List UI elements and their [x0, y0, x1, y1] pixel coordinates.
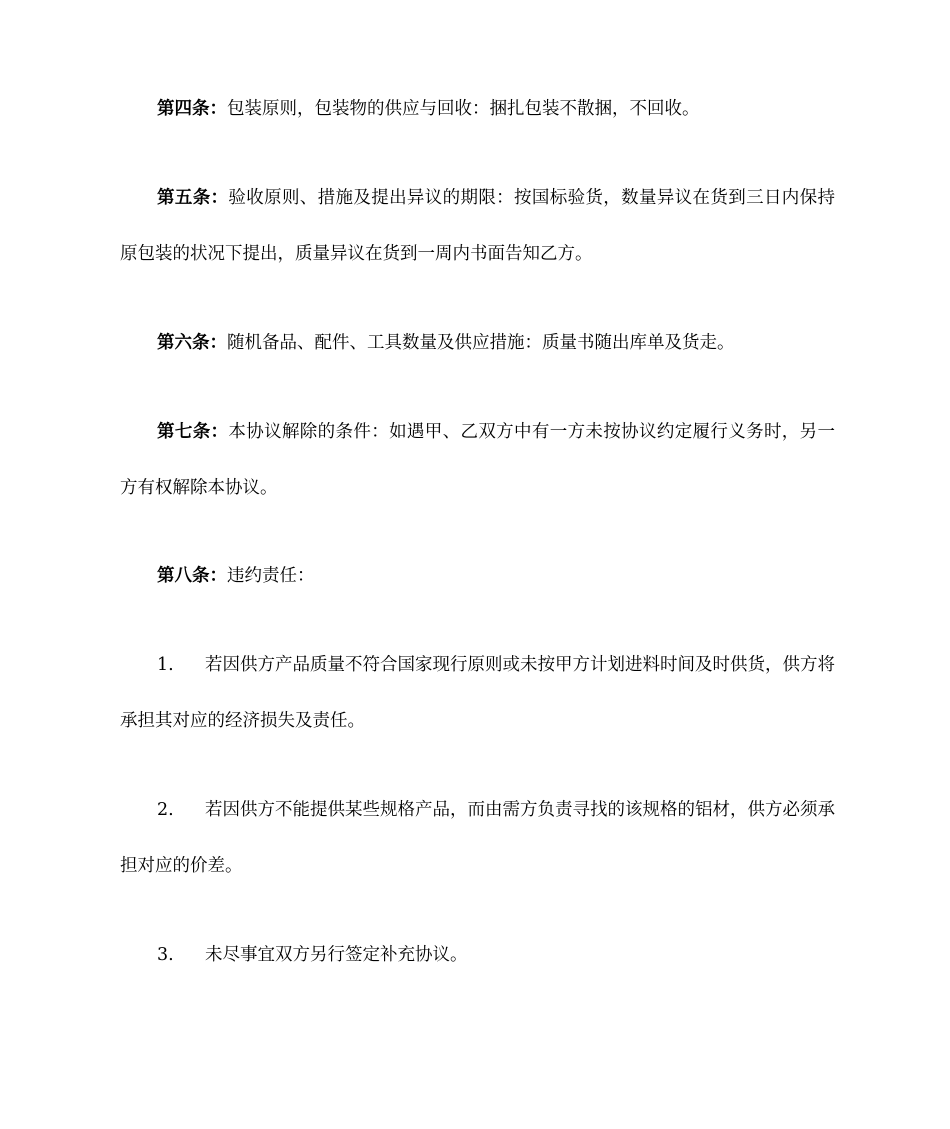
article-5: [120, 170, 835, 282]
article-6: [120, 315, 835, 371]
article-label: 第八条：: [157, 566, 227, 586]
article-text: 违约责任：: [227, 566, 315, 586]
article-4: [120, 81, 835, 137]
list-item-3: [120, 927, 835, 983]
article-text: 本协议解除的条件：如遇甲、乙双方中有一方未按协议约定履行义务时，另一方有权解除本协议。: [120, 422, 835, 498]
article-label: 第四条：: [157, 99, 227, 119]
list-item-number: 1.: [157, 655, 174, 675]
list-item-text: 若因供方产品质量不符合国家现行原则或未按甲方计划进料时间及时供货，供方将承担其对应的经济损失及责任。: [120, 655, 835, 731]
article-label: 第五条：: [157, 188, 229, 208]
article-8: [120, 548, 835, 604]
list-item-number: 2.: [157, 800, 174, 820]
article-label: 第六条：: [157, 333, 227, 353]
list-item-number: 3.: [157, 945, 174, 965]
article-text: 包装原则，包装物的供应与回收：捆扎包装不散捆，不回收。: [227, 99, 700, 119]
article-text: 随机备品、配件、工具数量及供应措施：质量书随出库单及货走。: [227, 333, 735, 353]
article-label: 第七条：: [157, 422, 229, 442]
list-item-text: 未尽事宜双方另行签定补充协议。: [205, 945, 468, 965]
list-item-1: [120, 637, 835, 749]
article-7: [120, 404, 835, 516]
article-text: 验收原则、措施及提出异议的期限：按国标验货，数量异议在货到三日内保持原包装的状况下提出，质量异议在货到一周内书面告知乙方。: [120, 188, 835, 264]
list-item-2: [120, 782, 835, 894]
list-item-text: 若因供方不能提供某些规格产品，而由需方负责寻找的该规格的铝材，供方必须承担对应的价差。: [120, 800, 835, 876]
